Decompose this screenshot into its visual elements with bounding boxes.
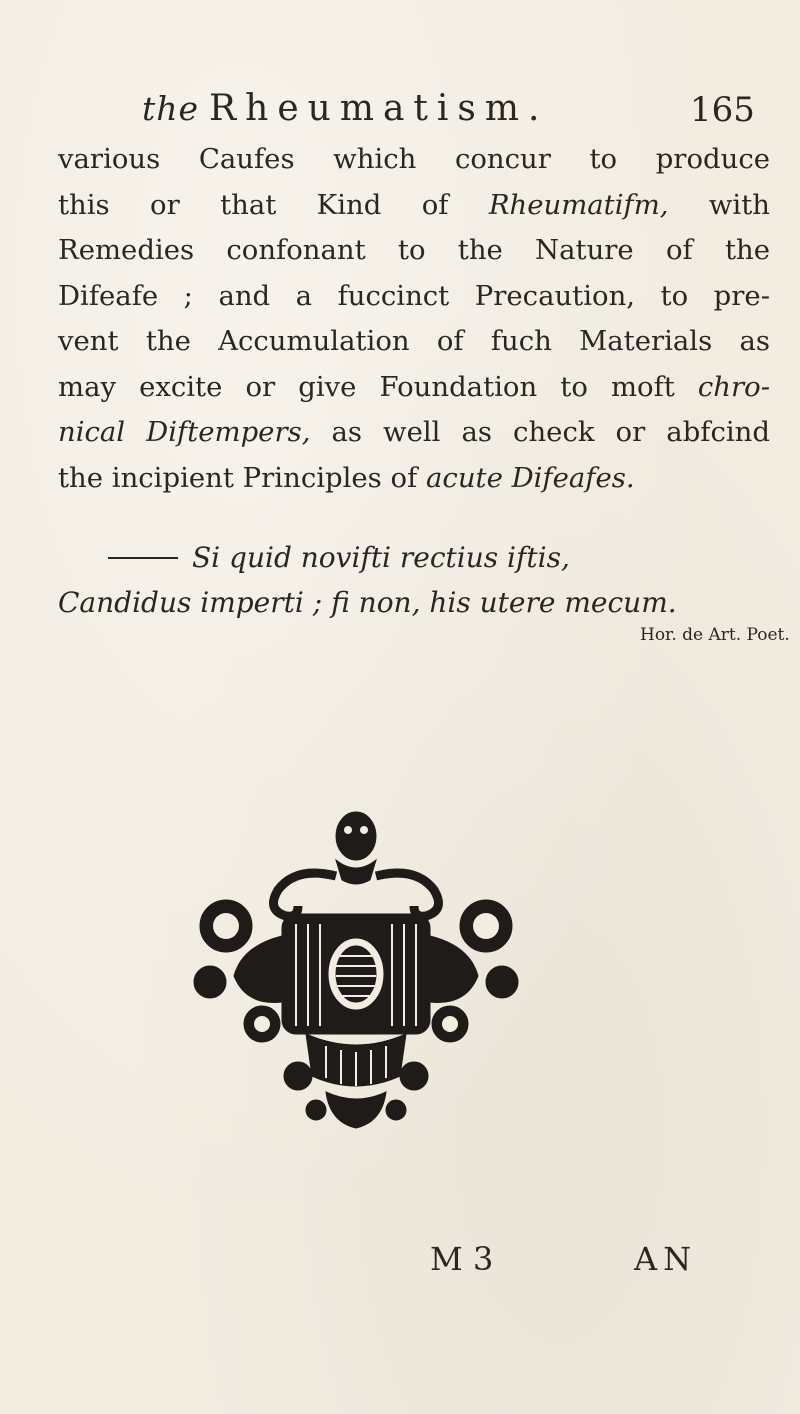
- text-line: vent the Accumulation of fuch Materials as: [58, 325, 770, 357]
- running-head-article: the: [142, 89, 200, 128]
- text-line: various Caufes which concur to produce: [58, 143, 770, 175]
- text-line: the incipient Principles of acute Difeafes.: [58, 461, 635, 494]
- epigraph-line-1: Si quid novifti rectius iftis,: [58, 535, 770, 580]
- text-line: Difeafe ; and a fuccinct Precaution, to pre-: [58, 279, 770, 312]
- running-head-title: [142, 88, 548, 129]
- text-line: nical Diftempers, as well as check or abfcind: [58, 416, 770, 448]
- running-header: [0, 88, 800, 138]
- epigraph-citation: Hor. de Art. Poet.: [640, 625, 790, 645]
- printers-ornament-icon: [186, 806, 526, 1136]
- signature-mark: M 3: [430, 1240, 494, 1278]
- em-rule: [108, 557, 178, 559]
- page-number: 165: [690, 90, 755, 130]
- catchword: AN: [634, 1240, 698, 1278]
- latin-epigraph: [58, 535, 770, 625]
- text-line: Remedies confonant to the Nature of the: [58, 234, 770, 266]
- running-head-word: Rheumatism.: [209, 88, 549, 129]
- epigraph-line-2: Candidus imperti ; fi non, his utere mecum.: [58, 586, 677, 619]
- body-paragraph: [58, 137, 770, 501]
- text-line: may excite or give Foundation to moft chro-: [58, 370, 770, 403]
- text-line: this or that Kind of Rheumatifm, with: [58, 188, 770, 221]
